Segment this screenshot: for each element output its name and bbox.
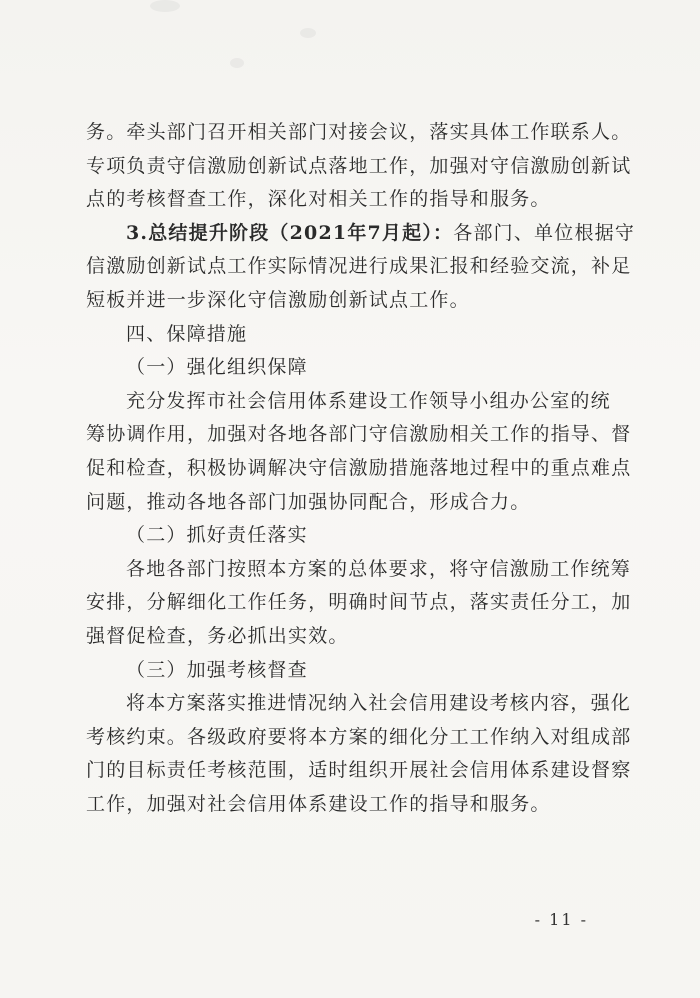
text-line: 问题，推动各地各部门加强协同配合，形成合力。 xyxy=(86,490,531,513)
text-line: 点的考核督查工作，深化对相关工作的指导和服务。 xyxy=(86,188,551,211)
section-heading: 四、保障措施 xyxy=(126,322,248,345)
scan-smudge xyxy=(150,0,180,12)
scan-smudge xyxy=(230,58,244,68)
text-line: 工作，加强对社会信用体系建设工作的指导和服务。 xyxy=(86,792,551,815)
text-line: 安排，分解细化工作任务，明确时间节点，落实责任分工，加 xyxy=(86,591,632,614)
text-line: 考核约束。各级政府要将本方案的细化分工工作纳入对组成部 xyxy=(86,725,632,748)
text-line: 将本方案落实推进情况纳入社会信用建设考核内容，强化 xyxy=(126,692,632,715)
text-line: 短板并进一步深化守信激励创新试点工作。 xyxy=(86,288,470,311)
body-text xyxy=(86,116,636,821)
text-line: 促和检查，积极协调解决守信激励措施落地过程中的重点难点 xyxy=(86,456,632,479)
stage3-paragraph-start xyxy=(86,217,636,251)
text-line: 充分发挥市社会信用体系建设工作领导小组办公室的统 xyxy=(126,389,611,412)
text-line: 信激励创新试点工作实际情况进行成果汇报和经验交流，补足 xyxy=(86,255,632,278)
text-line: 各地各部门按照本方案的总体要求，将守信激励工作统筹 xyxy=(126,557,632,580)
text-line: 专项负责守信激励创新试点落地工作，加强对守信激励创新试 xyxy=(86,154,632,177)
subsection-heading: （二）抓好责任落实 xyxy=(126,524,308,547)
subsection-heading: （一）强化组织保障 xyxy=(126,356,308,379)
text-line: 务。牵头部门召开相关部门对接会议，落实具体工作联系人。 xyxy=(86,121,632,143)
text-line: 强督促检查，务必抓出实效。 xyxy=(86,624,349,647)
subsection-heading: （三）加强考核督查 xyxy=(126,658,308,681)
stage3-text: 各部门、单位根据守 xyxy=(453,221,636,244)
text-line: 门的目标责任考核范围，适时组织开展社会信用体系建设督察 xyxy=(86,759,632,782)
text-line: 筹协调作用，加强对各地各部门守信激励相关工作的指导、督 xyxy=(86,423,632,446)
page-number: - 11 - xyxy=(534,910,588,929)
stage3-heading: 3.总结提升阶段（2021年7月起）： xyxy=(126,221,454,244)
scan-smudge xyxy=(300,28,316,38)
